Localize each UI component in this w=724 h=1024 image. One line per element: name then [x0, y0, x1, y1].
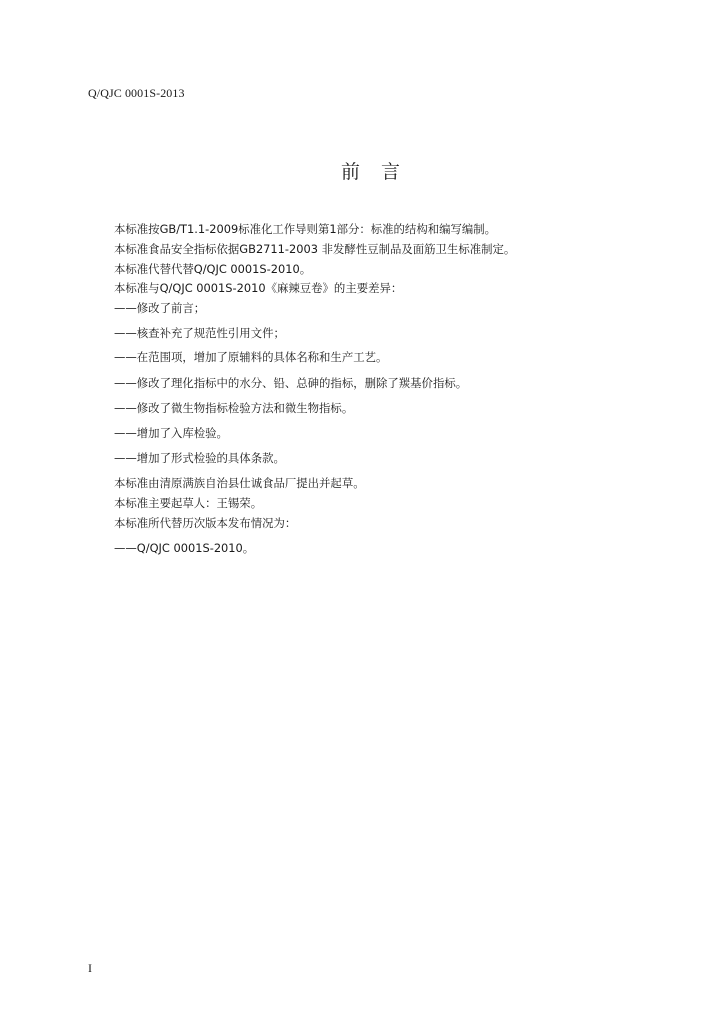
page-title: 前 言 [340, 161, 401, 183]
body-line: 本标准主要起草人：王锡荣。 [114, 496, 263, 510]
list-item: ——增加了形式检验的具体条款。 [114, 451, 285, 465]
body-line: 本标准按GB/T1.1-2009标准化工作导则第1部分：标准的结构和编写编制。 [114, 222, 497, 236]
list-item: ——核查补充了规范性引用文件； [114, 326, 285, 340]
body-line: 本标准代替代替Q/QJC 0001S-2010。 [114, 262, 312, 276]
list-item: ——修改了理化指标中的水分、铅、总砷的指标，删除了羰基价指标。 [114, 376, 468, 390]
list-item: ——Q/QJC 0001S-2010。 [114, 541, 255, 555]
body-line: 本标准与Q/QJC 0001S-2010《麻辣豆卷》的主要差异： [114, 281, 403, 295]
list-item: ——修改了前言； [114, 301, 206, 315]
body-line: 本标准由清原满族自治县仕诚食品厂提出并起草。 [114, 476, 365, 490]
page-number: I [88, 961, 92, 975]
list-item: ——修改了微生物指标检验方法和微生物指标。 [114, 401, 354, 415]
list-item: ——增加了入库检验。 [114, 426, 228, 440]
body-line: 本标准所代替历次版本发布情况为： [114, 516, 297, 530]
body-line: 本标准食品安全指标依据GB2711-2003 非发酵性豆制品及面筋卫生标准制定。 [114, 242, 516, 256]
document-code: Q/QJC 0001S-2013 [88, 86, 185, 100]
list-item: ——在范围项，增加了原辅料的具体名称和生产工艺。 [114, 350, 388, 364]
